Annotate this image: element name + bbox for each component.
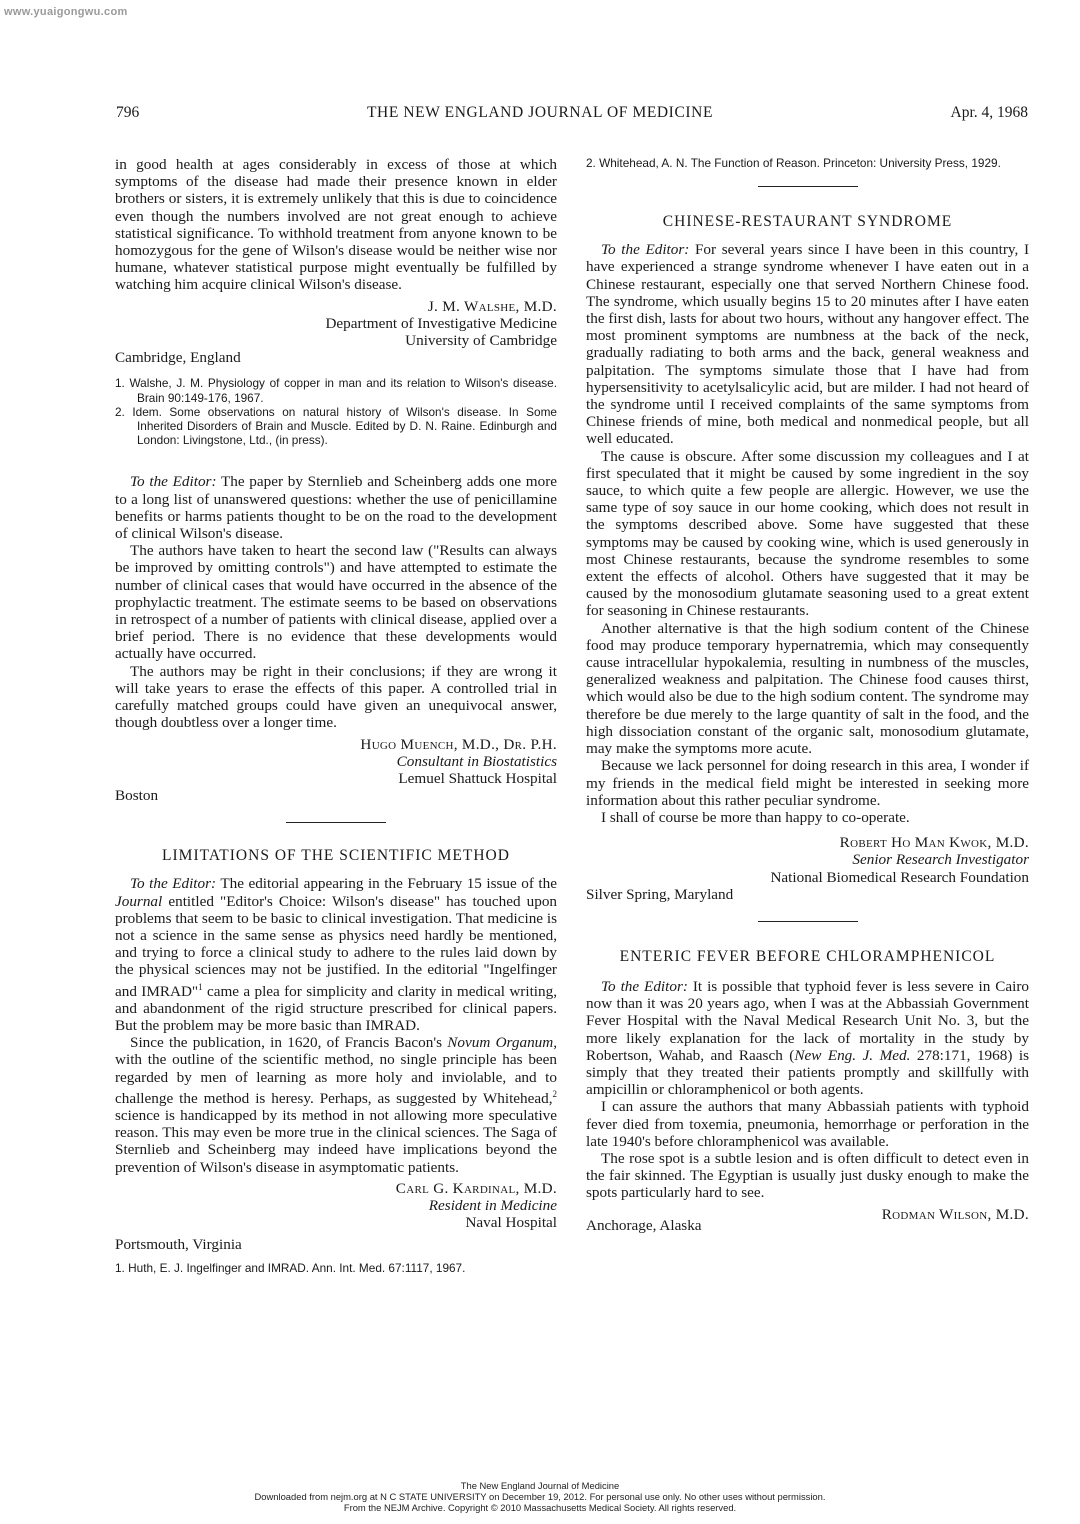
footer-copyright: From the NEJM Archive. Copyright © 2010 Massachusetts Medical Society. All rights reserved. xyxy=(343,1502,737,1513)
letter-location: Cambridge, England xyxy=(115,349,241,367)
section-title: ENTERIC FEVER BEFORE CHLORAMPHENICOL xyxy=(619,947,996,965)
journal-title: THE NEW ENGLAND JOURNAL OF MEDICINE xyxy=(366,104,714,121)
letter-location: Boston xyxy=(115,787,159,805)
signature-name: Carl G. Kardinal, M.D. xyxy=(395,1179,557,1197)
signature-title: Resident in Medicine xyxy=(428,1197,557,1215)
watermark: www.yuaigongwu.com xyxy=(4,6,128,18)
signature-name: Rodman Wilson, M.D. xyxy=(881,1205,1029,1223)
left-column xyxy=(115,156,557,1275)
letter-location: Silver Spring, Maryland xyxy=(586,885,734,903)
signature-name: Robert Ho Man Kwok, M.D. xyxy=(839,834,1029,852)
section-title: CHINESE-RESTAURANT SYNDROME xyxy=(662,213,953,231)
letter-kwok-paragraph: Another alternative is that the high sodium content of the Chinese food may produce temporary hypernatremia, which may consequently cause intracellular hypokalemia, resulting in numbness of the muscles, generalized weakness and palpitation. The Chinese food causes thirst, which would also be due to the high sodium content. The syndrome may therefore be due merely to the large quantity of salt in the food, and the high dissociation constant of the organic salt, monosodium glutamate, may make the symptoms more acute. xyxy=(586,619,1029,758)
section-title: LIMITATIONS OF THE SCIENTIFIC METHOD xyxy=(162,847,510,865)
letter-kwok-paragraph: The cause is obscure. After some discussion my colleagues and I at first speculated that it might be caused by some ingredient in the soy sauce, to which quite a few people are allergic. However, we use the same type of soy sauce in our home cooking, which does not result in the symptoms described above. Some have suggested that these symptoms may be caused by cooking wine, which is used generously in most Chinese restaurants, because the syndrome resembles to some extent the effects of alcohol. Others have suggested that it may be caused by the monosodium glutamate seasoning used to a great extent for seasoning in Chinese restaurants. xyxy=(586,447,1029,620)
letter-walshe-text: in good health at ages considerably in excess of those at which symptoms of the disease had made their presence known in elder brothers or sisters, it is extremely unlikely that this is due to coincidence even though the numbers involved are not great enough to achieve statistical significance. To withhold treatment from anyone known to be homozygous for the gene of Wilson's disease would be neither wise nor humane, whatever statistical purpose might eventually be fulfilled by watching him acquire clinical Wilson's disease. xyxy=(115,156,557,294)
letter-wilson-paragraph: To the Editor: It is possible that typhoid fever is less severe in Cairo now than it was 20 years ago, when I was at the Abbassiah Government Fever Hospital with the Naval Medical Research Unit No. 3, but the more likely explanation for the lack of mortality in the study by Robertson, Wahab, and Raasch (New Eng. J. Med. 278:171, 1968) is simply that they treated their patients promptly and skillfully with ampicillin or chloramphenicol or both agents. xyxy=(586,977,1030,1099)
page-number: 796 xyxy=(116,104,140,121)
reference-item: 2. Idem. Some observations on natural history of Wilson's disease. In Some Inherited Disorders of Brain and Muscle. Edited by D. N. Raine. Edinburgh and London: Livingstone, Ltd., (in press). xyxy=(115,404,557,448)
letter-muench-paragraph: The authors have taken to heart the second law ("Results can always be improved by omitting controls") and have attempted to estimate the number of clinical cases that would have occurred in the absence of the prophylactic treatment. The estimate seems to be based on observations in retrospect of a number of patients with clinical disease, applied over a brief period. There is no evidence that these developments would actually have occurred. xyxy=(115,542,557,663)
signature-institution: Lemuel Shattuck Hospital xyxy=(398,769,557,787)
letter-wilson-paragraph: The rose spot is a subtle lesion and is often difficult to detect even in the fair skinned. The Egyptian is usually just dusky enough to make the spots particularly hard to see. xyxy=(586,1149,1029,1202)
reference-item: 1. Huth, E. J. Ingelfinger and IMRAD. Ann. Int. Med. 67:1117, 1967. xyxy=(115,1260,466,1275)
right-column xyxy=(586,156,1029,1234)
letter-kardinal-paragraph: To the Editor: The editorial appearing in the February 15 issue of the Journal entitled "Editor's Choice: Wilson's disease" has touched upon problems that seem to be basic to clinical investigation. That medicine is not a science in the same sense as physics need hardly be mentioned, and trying to force a clinical study to adhere to the rules laid down by the physical sciences may not be justified. In the editorial "Ingelfinger and IMRAD"$^1$ came a plea for simplicity and clarity in medical writing, and abandonment of the rigid structure prescribed for clinical papers. But the problem may be more basic than IMRAD. xyxy=(115,875,558,1034)
letter-muench-paragraph: To the Editor: The paper by Sternlieb and Scheinberg adds one more to a long list of unanswered questions: whether the use of penicillamine benefits or harms patients thought to be on the road to the development of clinical Wilson's disease. xyxy=(115,473,558,543)
letter-wilson-paragraph: I can assure the authors that many Abbassiah patients with typhoid fever died from toxemia, pneumonia, hemorrhage or perforation in the late 1940's before chloramphenicol was available. xyxy=(586,1098,1029,1150)
signature-title: Senior Research Investigator xyxy=(852,851,1029,869)
reference-item: 1. Walshe, J. M. Physiology of copper in man and its relation to Wilson's disease. Brain 90:149-176, 1967. xyxy=(115,376,557,405)
letter-kwok-paragraph: To the Editor: For several years since I have been in this country, I have experienced a strange syndrome whenever I have eaten out in a Chinese restaurant, especially one that served Northern Chinese food. The syndrome, which usually begins 15 to 20 minutes after I have eaten the first dish, lasts for about two hours, without any hangover effect. The most prominent symptoms are numbness at the back of the neck, gradually radiating to both arms and the back, general weakness and palpitation. The symptoms simulate those that I have had from hypersensitivity to acetylsalicylic acid, but are milder. I had not heard of the syndrome until I received complaints of the same symptoms from Chinese friends of mine, both medical and nonmedical people, but all well educated. xyxy=(586,241,1030,448)
letter-kwok-paragraph: I shall of course be more than happy to co-operate. xyxy=(601,808,910,826)
signature-name: J. M. Walshe, M.D. xyxy=(427,297,557,315)
signature-title: Consultant in Biostatistics xyxy=(396,752,557,770)
issue-date: Apr. 4, 1968 xyxy=(950,104,1028,121)
letter-location: Anchorage, Alaska xyxy=(586,1216,702,1234)
letter-muench-paragraph: The authors may be right in their conclusions; if they are wrong it will take years to erase the effects of this paper. A controlled trial in carefully matched groups could have given an unequivocal answer, though doubtless over a longer time. xyxy=(115,662,557,732)
letter-kwok-paragraph: Because we lack personnel for doing research in this area, I wonder if my friends in the medical field might be interested in seeking more information about this rather peculiar syndrome. xyxy=(586,757,1029,809)
footer-journal: The New England Journal of Medicine xyxy=(460,1480,620,1491)
signature-institution: University of Cambridge xyxy=(405,332,557,350)
signature-name: Hugo Muench, M.D., Dr. P.H. xyxy=(360,735,557,753)
footer-download-notice: Downloaded from nejm.org at N C STATE UNIVERSITY on December 19, 2012. For personal use only. No other uses without permission. xyxy=(254,1491,826,1502)
signature-institution: Naval Hospital xyxy=(465,1214,557,1232)
salutation: To the Editor: xyxy=(130,473,217,491)
signature-department: Department of Investigative Medicine xyxy=(325,314,557,332)
letter-location: Portsmouth, Virginia xyxy=(115,1235,242,1253)
letter-kardinal-paragraph: Since the publication, in 1620, of Francis Bacon's Novum Organum, with the outline of the scientific method, no single principle has been regarded by men of learning as more holy and inviolable, and to challenge the method is heresy. Perhaps, as suggested by Whitehead,$^2$ science is handicapped by its method in not allowing more speculative reason. This may even be more true in the clinical sciences. The Saga of Sternlieb and Scheinberg may indeed have implications beyond the prevention of Wilson's disease in asymptomatic patients. xyxy=(115,1034,558,1176)
reference-item: 2. Whitehead, A. N. The Function of Reason. Princeton: University Press, 1929. xyxy=(586,156,1001,170)
signature-institution: National Biomedical Research Foundation xyxy=(770,868,1029,886)
